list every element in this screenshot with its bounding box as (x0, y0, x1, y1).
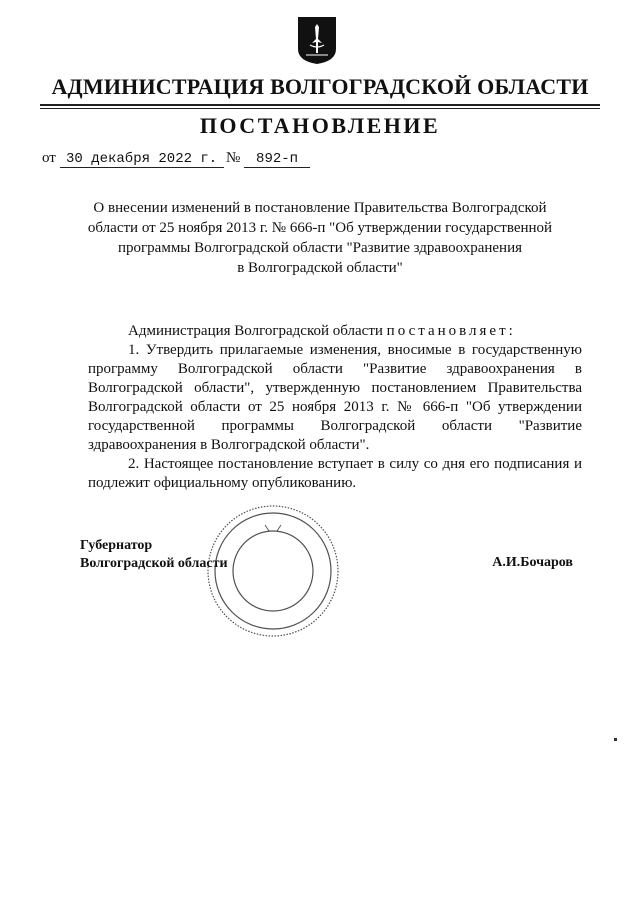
date-prefix: от (42, 150, 56, 166)
signer-position-line: Волгоградской области (80, 556, 228, 571)
preamble-verb: постановляет: (386, 323, 516, 339)
item-1: 1. Утвердить прилагаемые изменения, вносимые в государственную программу Волгоградской области "Развитие здравоохранения в Волгоградской области", утвержденную постановлением Правительства Волгоградской области от 25 ноября 2013 г. № 666-п "Об утверждении государственной программы Волгоградской области "Развитие здравоохранения в Волгоградской области". (88, 342, 582, 453)
subject-line: О внесении изменений в постановление Правительства Волгоградской (93, 200, 547, 216)
document-number: 892-п (244, 151, 310, 168)
header-rule-thin (40, 108, 600, 109)
document-type-title: ПОСТАНОВЛЕНИЕ (199, 113, 441, 138)
preamble (88, 322, 582, 341)
document-body (88, 322, 582, 493)
item-2: 2. Настоящее постановление вступает в силу со дня его подписания и подлежит официальному опубликованию. (88, 456, 582, 491)
official-stamp (205, 503, 341, 639)
scan-mark (614, 738, 617, 741)
date-line (42, 150, 224, 168)
subject-line: области от 25 ноября 2013 г. № 666-п "Об утверждении государственной (87, 220, 553, 236)
header-rule-thick (40, 104, 600, 106)
organization-title: АДМИНИСТРАЦИЯ ВОЛГОГРАДСКОЙ ОБЛАСТИ (51, 74, 589, 99)
volgograd-coat-of-arms-icon (296, 15, 338, 65)
signer-name: А.И.Бочаров (492, 555, 573, 570)
subject-line: в Волгоградской области" (237, 260, 403, 276)
document-date: 30 декабря 2022 г. (60, 151, 224, 168)
subject-line: программы Волгоградской области "Развитие здравоохранения (117, 240, 522, 256)
signer-position-line: Губернатор (80, 538, 153, 553)
number-prefix: № (226, 150, 241, 166)
document-subject (80, 198, 560, 278)
preamble-lead: Администрация Волгоградской области (128, 323, 387, 339)
number-line (226, 150, 310, 168)
